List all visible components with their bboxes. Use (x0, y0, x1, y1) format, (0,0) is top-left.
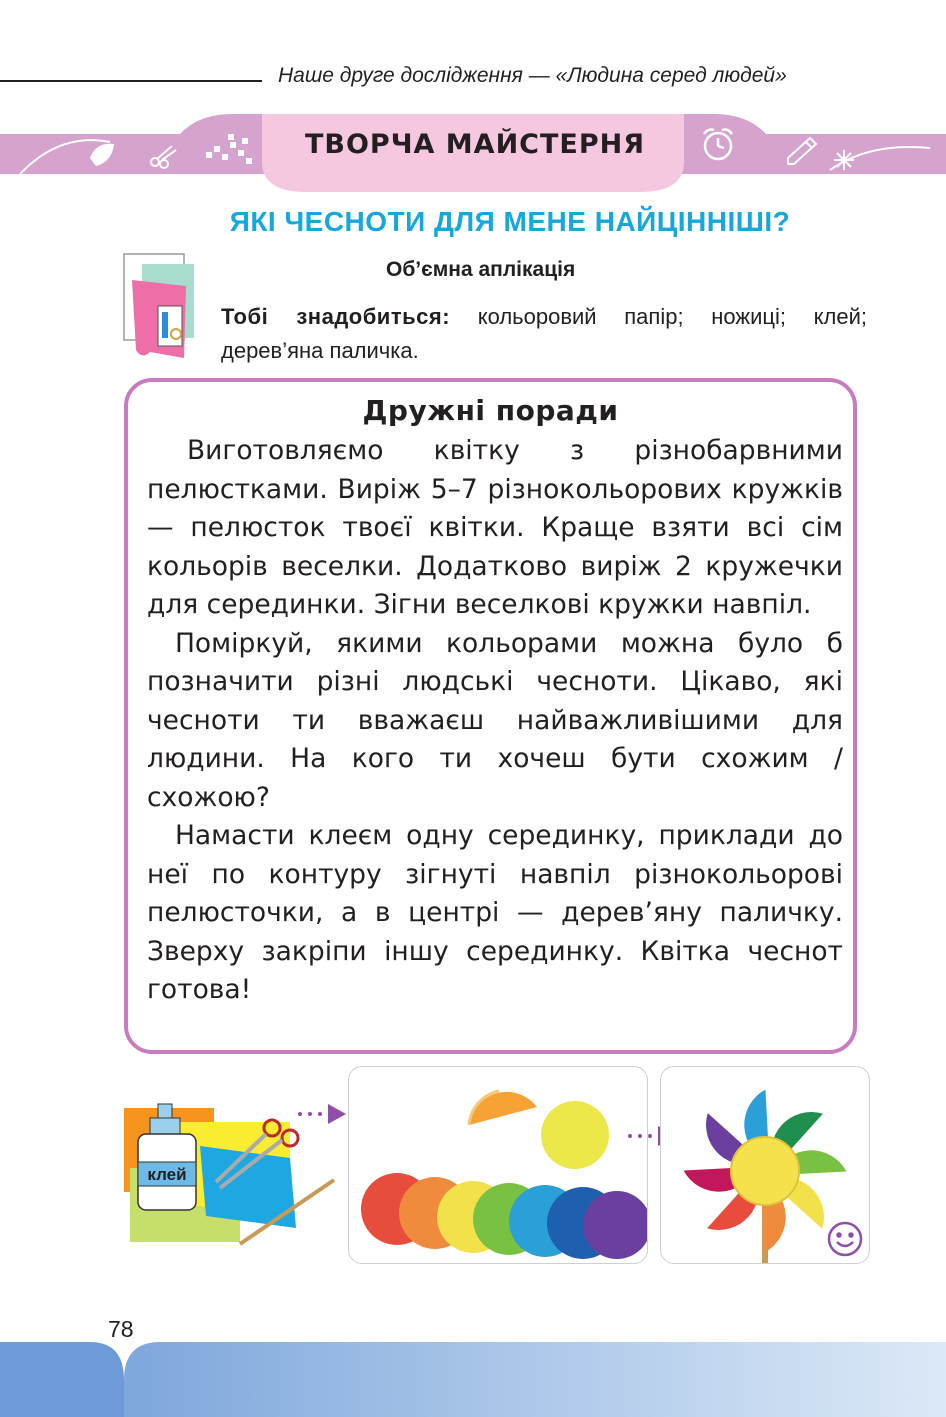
footer-band (0, 1340, 946, 1417)
running-head-rule (0, 80, 262, 82)
advice-paragraph-1: Виготовляємо квітку з різнобарвними пелюстками. Виріж 5–7 різнокольорових кружків — пелюсток твоєї квітки. Краще взяти всі сім кольорів веселки. Додатково виріж 2 кружечки для серединки. Зігни веселкові кружки навпіл. (147, 435, 843, 620)
advice-text (147, 432, 843, 1010)
arrow-right-icon (296, 1102, 350, 1126)
materials-needed-list: кольоровий папір; ножиці; клей; дерев’яна паличка. (221, 304, 867, 363)
steps-illustration (0, 1062, 946, 1272)
activity-subtitle: Об’ємна аплікація (386, 258, 576, 281)
materials-paper-icon (122, 252, 202, 364)
photo-finished-flower (660, 1066, 870, 1264)
page-number: 78 (108, 1316, 134, 1342)
snowflake-icon (834, 150, 854, 170)
photo-paper-circles (348, 1066, 648, 1264)
page-question-heading: ЯКІ ЧЕСНОТИ ДЛЯ МЕНЕ НАЙЦІННІШІ? (229, 206, 791, 237)
glue-label: клей (147, 1165, 187, 1184)
banner-title: ТВОРЧА МАЙСТЕРНЯ (304, 129, 646, 160)
advice-paragraph-3: Намасти клеєм одну серединку, приклади до неї по контуру зігнуті навпіл різнокольорові пелюсточки, а в центрі — дерев’яну паличку. Зверху закріпи іншу серединку. Квітка чеснот готова! (147, 820, 843, 1005)
running-head (0, 62, 946, 92)
materials-needed-label: Тобі знадобиться: (221, 304, 451, 329)
smiley-icon (829, 1223, 861, 1255)
advice-paragraph-2: Поміркуй, якими кольорами можна було б позначити різні людські чесноти. Цікаво, які чесноти ти вважаєш найважливішими для людини. На кого ти хочеш бути схожим / схожою? (147, 627, 843, 813)
running-head-text: Наше друге дослідження — «Людина серед людей» (278, 64, 787, 87)
materials-needed (221, 300, 867, 368)
advice-title: Дружні поради (362, 394, 619, 427)
